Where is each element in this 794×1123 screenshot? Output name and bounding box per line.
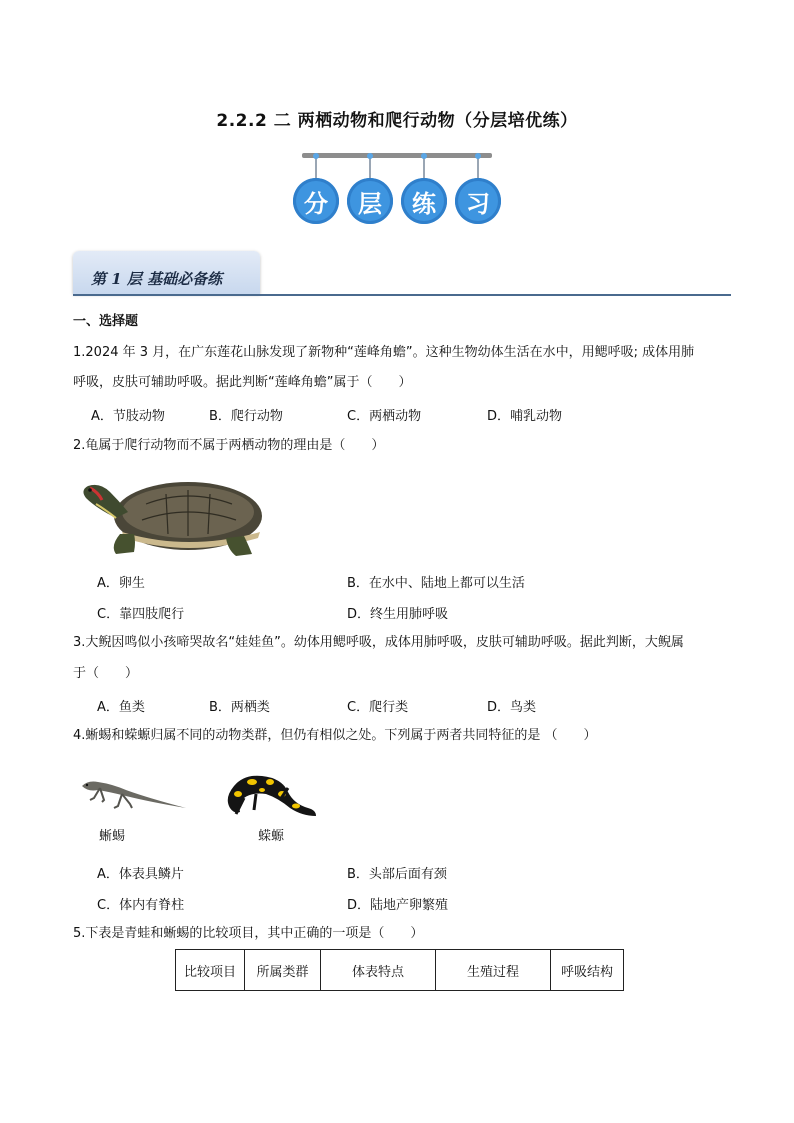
q3-option-b: B．两栖类	[209, 700, 270, 715]
banner-peg	[477, 156, 479, 180]
q4-option-d: D．陆地产卵繁殖	[347, 898, 449, 913]
page-title: 2.2.2 二 两栖动物和爬行动物（分层培优练）	[216, 111, 578, 131]
section-heading: 一、选择题	[73, 314, 139, 329]
q3-stem-line1: 3.大鲵因鸣似小孩啼哭故名“娃娃鱼”。幼体用鳃呼吸，成体用肺呼吸，皮肤可辅助呼吸。据此判断，大鲵属	[73, 635, 684, 650]
q4-option-b: B．头部后面有颈	[347, 867, 447, 882]
q3-option-a: A．鱼类	[97, 700, 145, 715]
q1-option-c: C．两栖动物	[347, 409, 422, 424]
table-row	[176, 950, 624, 991]
q2-option-c: C．靠四肢爬行	[97, 607, 185, 622]
q3-option-c: C．爬行类	[347, 700, 409, 715]
section-rule	[73, 294, 731, 296]
table-header-cell: 生殖过程	[436, 950, 551, 991]
q4-stem: 4.蜥蜴和蝾螈归属不同的动物类群，但仍有相似之处。下列属于两者共同特征的是 （ ）	[73, 728, 597, 743]
q1-option-b: B．爬行动物	[209, 409, 283, 424]
section-tab-label: 第 1 层 基础必备练	[91, 270, 223, 288]
lizard-image	[78, 764, 188, 812]
q5-stem: 5.下表是青蛙和蜥蜴的比较项目，其中正确的一项是（ ）	[73, 926, 424, 941]
banner-dot	[475, 153, 481, 159]
q4-option-c: C．体内有脊柱	[97, 898, 185, 913]
table-header-cell: 体表特点	[321, 950, 436, 991]
q1-option-d: D．哺乳动物	[487, 409, 563, 424]
table-header-cell: 所属类群	[245, 950, 321, 991]
salamander-image	[216, 764, 320, 824]
q4-caption-salamander: 蝾螈	[258, 829, 285, 844]
banner-dot	[367, 153, 373, 159]
q2-option-d: D．终生用肺呼吸	[347, 607, 449, 622]
banner-peg	[369, 156, 371, 180]
q1-option-a: A．节肢动物	[91, 409, 165, 424]
q3-option-d: D．鸟类	[487, 700, 537, 715]
banner-char: 练	[401, 178, 447, 224]
banner-char: 层	[347, 178, 393, 224]
q2-stem: 2.龟属于爬行动物而不属于两栖动物的理由是（ ）	[73, 438, 385, 453]
comparison-table	[175, 949, 624, 991]
banner-dot	[421, 153, 427, 159]
q3-stem-line2: 于（ ）	[73, 666, 139, 681]
q4-caption-lizard: 蜥蜴	[99, 829, 126, 844]
banner-peg	[315, 156, 317, 180]
banner-char: 习	[455, 178, 501, 224]
banner-char: 分	[293, 178, 339, 224]
banner-peg	[423, 156, 425, 180]
q2-option-b: B．在水中、陆地上都可以生活	[347, 576, 525, 591]
table-header-cell: 比较项目	[176, 950, 245, 991]
q2-option-a: A．卵生	[97, 576, 145, 591]
q1-stem-line1: 1.2024 年 3 月，在广东莲花山脉发现了新物种“莲峰角蟾”。这种生物幼体生活在水中，用鳃呼吸; 成体用肺	[73, 345, 695, 360]
banner-bar	[302, 153, 492, 158]
q4-option-a: A．体表具鳞片	[97, 867, 184, 882]
banner-dot	[313, 153, 319, 159]
turtle-image	[76, 474, 266, 558]
q1-stem-line2: 呼吸，皮肤可辅助呼吸。据此判断“莲峰角蟾”属于（ ）	[73, 375, 412, 390]
table-header-cell: 呼吸结构	[551, 950, 624, 991]
